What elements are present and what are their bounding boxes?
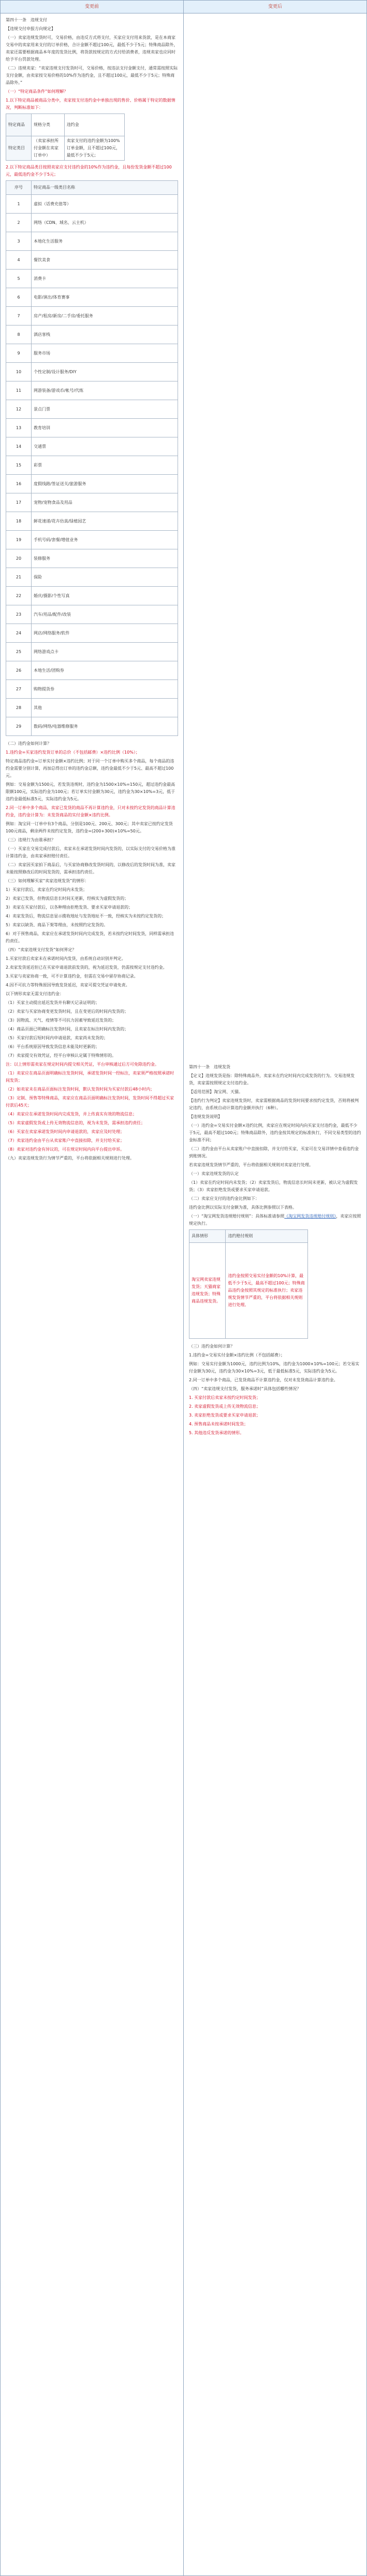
definition-text: （一）违约金=交易实付金额×违约比例，卖家应在规定时间内向买家支付违约金，最低不少于5元，最高不超过100元；特殊商品除外，违约金按其规定的标准执行，不同交易类型的违约金标准不同； bbox=[189, 1123, 361, 1142]
row-number: 12 bbox=[6, 400, 32, 419]
comparison-header bbox=[1, 1, 366, 13]
table-row bbox=[6, 363, 178, 381]
table-row bbox=[6, 568, 178, 587]
rule-text: 4.因不可抗力等特殊原因导致发货延迟，卖家可提交凭证申请免责。 bbox=[6, 983, 130, 987]
category-name: 网游装备/游戏币/帐号/代练 bbox=[32, 381, 178, 400]
table-cell: 违约金 bbox=[64, 114, 124, 136]
category-name: 本地生活/团购券 bbox=[32, 661, 178, 680]
row-number: 22 bbox=[6, 587, 32, 605]
table-row bbox=[6, 605, 178, 624]
table-row bbox=[6, 512, 178, 531]
row-number: 10 bbox=[6, 363, 32, 381]
table-row bbox=[6, 717, 178, 736]
note-text: 1. 买家付款后卖家未按约定时间发货； bbox=[189, 1395, 261, 1400]
table-row bbox=[6, 270, 178, 288]
note-text: 1.以下特定商品被商品分类中，卖家按支付违约金中单独出现的售价、价格属于特定的数据情况，判断标准如下： bbox=[6, 98, 175, 110]
note-text: （8）卖家对违约金有异议的，可在规定时间内向平台提出申诉。 bbox=[6, 1147, 125, 1152]
table-cell: 卖家支付的违约金额为100%订单金额，且不超过100元，最低不少于5元； bbox=[64, 136, 124, 161]
calc-text: 特定商品违约金=订单实付金额×违约比例；对于同一个订单中购买多个商品，每个商品的违约金需要分别计算，再加总得出订单的违约金总额，违约金最低不少于5元、最高不超过100元。 bbox=[6, 759, 174, 778]
row-number: 3 bbox=[6, 232, 32, 251]
calc-text: 例如：交易实付金额为1000元，违约比例为10%，违约金为1000×10%=100元；若交易实付金额为30元，违约金为30×10%=3元，低于最低标准5元，实际违约金为5元。 bbox=[189, 1362, 359, 1374]
table-row bbox=[6, 643, 178, 661]
definition-text: （1）卖家在约定时间内未发货；（2）卖家发货后，物流信息长时间未更新，被认定为虚假发货；（3）卖家拒绝发货或要求买家申请退款。 bbox=[189, 1180, 358, 1192]
blank-area bbox=[189, 17, 361, 1064]
rule-text: （3）因物流、天气、疫情等不可抗力因素导致延迟发货的； bbox=[6, 1018, 116, 1023]
category-name: 购物提货券 bbox=[32, 680, 178, 699]
row-number: 14 bbox=[6, 437, 32, 456]
table-row bbox=[6, 419, 178, 437]
note-text: 2. 卖家虚假发货或上传无效物流信息； bbox=[189, 1404, 261, 1409]
note-text: （4）卖家应在承诺发货时间内完成发货，并上传真实有效的物流信息； bbox=[6, 1112, 137, 1116]
category-name: 教育培训 bbox=[32, 419, 178, 437]
rule-text: （4）商品页面已明确标注发货时间，且卖家在标注时间内发货的； bbox=[6, 1027, 129, 1031]
category-name: 交通票 bbox=[32, 437, 178, 456]
row-number: 11 bbox=[6, 381, 32, 400]
category-name: 保险 bbox=[32, 568, 178, 587]
category-name: 服务市场 bbox=[32, 344, 178, 363]
row-number: 28 bbox=[6, 699, 32, 717]
table-row bbox=[6, 493, 178, 512]
table-row bbox=[6, 381, 178, 400]
note-text: （一）“特定商品条件”如何理解？ bbox=[6, 89, 68, 94]
penalty-table bbox=[189, 1229, 308, 1339]
row-number: 13 bbox=[6, 419, 32, 437]
category-name: 鲜花速递/花卉仿真/绿植园艺 bbox=[32, 512, 178, 531]
rule-text: 4）卖家发货后，物流信息显示揽收地址与发货地址不一致，经核实为未按约定发货的； bbox=[6, 914, 166, 918]
table-row bbox=[6, 456, 178, 475]
definition-text: 【定义】违规发货是指：除特殊商品外，卖家未在约定时间内完成发货的行为。交易违规发货，卖家需按照规定支付违约金。 bbox=[189, 1073, 355, 1085]
row-number: 6 bbox=[6, 288, 32, 307]
article-title: 第四十一条 违规发货 bbox=[189, 1065, 230, 1069]
definition-text: 【违规发货说明】 bbox=[189, 1114, 222, 1119]
table-row bbox=[6, 699, 178, 717]
table-cell: 违约金按照交易实付金额的10%计算，最低不少于5元，最高不超过100元；特殊商品违约金按照其规定的标准执行；卖家违规发货情节严重的，平台将依据相关规则进行处理。 bbox=[226, 1243, 308, 1339]
note-text: （2）如卖家未在商品页面标注发货时间，默认发货时间为买家付款后48小时内； bbox=[6, 1087, 155, 1092]
table-row bbox=[6, 549, 178, 568]
rule-text: 3.买家与卖家协商一致，可不计算违约金，但需在交易中留存协商记录。 bbox=[6, 974, 138, 979]
rule-text: 1）买家付款后，卖家在约定时间内未发货； bbox=[6, 887, 87, 892]
category-name: 宠物/宠物食品及用品 bbox=[32, 493, 178, 512]
note-text: （1）卖家应在商品页面明确标注发货时间，承诺发货时间一经标注，卖家须严格按照承诺时间发货； bbox=[6, 1071, 174, 1083]
row-number: 17 bbox=[6, 493, 32, 512]
category-name: 婚庆/摄影/个性写真 bbox=[32, 587, 178, 605]
table-row bbox=[6, 624, 178, 643]
table-cell: （卖家承担所付金额在卖家订单中） bbox=[32, 136, 65, 161]
after-column bbox=[184, 13, 366, 2576]
category-name: 电影/演出/体育赛事 bbox=[32, 288, 178, 307]
category-name: 手机号码/套餐/增值业务 bbox=[32, 531, 178, 549]
category-name: 餐饮美食 bbox=[32, 251, 178, 270]
table-row bbox=[6, 325, 178, 344]
table-row bbox=[6, 251, 178, 270]
rule-text: 5）卖家以缺货、商品下架等理由，未按照约定发货的。 bbox=[6, 923, 108, 927]
table-row bbox=[6, 531, 178, 549]
rules-link[interactable]: 《淘宝网发货违规赔付规则》 bbox=[284, 1214, 336, 1219]
calc-text: 例如：交易金额为1500元，若发货违规时，违约金为1500×10%=150元，超过违约金最高限额100元，实际违约金为100元；若订单实付金额为30元，违约金为30×10%=3元，低于违约金最低标准5元，实际违约金为5元。 bbox=[6, 782, 175, 801]
rule-text: 2）卖家已发货，但物流信息长时间无更新，经核实为虚假发货的； bbox=[6, 896, 129, 901]
row-number: 15 bbox=[6, 456, 32, 475]
category-name: 网络游戏点卡 bbox=[32, 643, 178, 661]
row-number: 19 bbox=[6, 531, 32, 549]
row-number: 9 bbox=[6, 344, 32, 363]
category-name: 装修服务 bbox=[32, 549, 178, 568]
definition-text: （二）违约金由平台从卖家账户中直接扣除，并支付给买家，买家可在交易详情中查看违约金到账情况。 bbox=[189, 1147, 359, 1158]
table-row bbox=[6, 587, 178, 605]
category-name: 景点门票 bbox=[32, 400, 178, 419]
note-text: （3）定制、预售等特殊商品，卖家应在商品页面明确标注发货时间，发货时间不得超过买家付款后45天； bbox=[6, 1096, 174, 1108]
row-number: 5 bbox=[6, 270, 32, 288]
category-name: 网店/网络服务/软件 bbox=[32, 624, 178, 643]
category-name: 本地化生活服务 bbox=[32, 232, 178, 251]
category-name: 虚拟（话费充值等） bbox=[32, 195, 178, 214]
row-number: 16 bbox=[6, 475, 32, 493]
row-number: 26 bbox=[6, 661, 32, 680]
table-row bbox=[6, 288, 178, 307]
table-row bbox=[6, 307, 178, 325]
row-number: 1 bbox=[6, 195, 32, 214]
note-text: 注：以上情形需卖家在规定时间内提交相关凭证，平台审核通过后方可免除违约金。 bbox=[6, 1062, 159, 1067]
rule-text: （三）如何理解买家“卖家违规发货”的情形： bbox=[6, 879, 89, 883]
table-cell: 淘宝网卖家违规发货；天猫商家违规发货；特殊商品违规发货。 bbox=[189, 1243, 226, 1339]
section-title: 以下情形卖家无需支付违约金： bbox=[6, 992, 64, 996]
rule-text: 2.卖家发货延迟但已在买家申请退款前发货的，视为延迟发货，仍需按规定支付违约金。 bbox=[6, 965, 167, 970]
table-row bbox=[6, 680, 178, 699]
row-number: 4 bbox=[6, 251, 32, 270]
rule-text: （二）卖家因买家拍下商品后，与买家协商修改发货时间的，以修改后的发货时间为准，卖家未能按照修改后的时间发货的，需承担违约责任。 bbox=[6, 862, 175, 874]
rule-text: 1.买家付款后卖家未在承诺时间内发货，由系统自动识别并判定。 bbox=[6, 956, 126, 961]
row-number: 20 bbox=[6, 549, 32, 568]
link-lead-text: （一）“淘宝网发货违规赔付规则”：具体标准请参照 bbox=[189, 1214, 285, 1219]
row-number: 18 bbox=[6, 512, 32, 531]
table-header-cell: 特定商品一级类目名称 bbox=[32, 181, 178, 195]
article-title: 第四十一条 违规支付 bbox=[6, 18, 47, 22]
calc-text: 1.违约金=买家违约发货订单的总价（不包括邮费）×违约比例（10%）； bbox=[6, 750, 140, 755]
row-number: 25 bbox=[6, 643, 32, 661]
section-title: （三）违约金如何计算？ bbox=[189, 1344, 234, 1349]
after-column-title: 变更后 bbox=[268, 4, 282, 9]
rule-text: （5）买家付款后短时间内申请退款，卖家尚未发货的； bbox=[6, 1036, 108, 1040]
clause-text: （二）违规卖家：“卖家违规支付发货时可，交易价格，按违法支付金额支付，通常需按照实际支付金额，由卖家按交易价格的10%作为违约金，且不超过100元，最低不少于5元；特殊商品除外。” bbox=[6, 66, 178, 85]
table-cell: 特定类目 bbox=[6, 136, 32, 161]
category-name: 网络（CDN、域名、云主机） bbox=[32, 214, 178, 232]
definition-text: （二）卖家应支付的违约金比例如下： bbox=[189, 1196, 259, 1201]
clause-head: 【违规交付申报方向规定】 bbox=[6, 26, 55, 31]
category-name: 数码/网络/电器维修服务 bbox=[32, 717, 178, 736]
category-name: 其他 bbox=[32, 699, 178, 717]
special-goods-table bbox=[6, 114, 125, 161]
calc-text: 1.违约金=交易实付金额×违约比例（不包括邮费）； bbox=[189, 1353, 285, 1357]
definition-text: 若卖家违规发货情节严重的，平台将依据相关规则对卖家进行处理。 bbox=[189, 1163, 313, 1167]
before-column bbox=[1, 13, 184, 2576]
category-name: 房产/租房/新房/二手房/委托服务 bbox=[32, 307, 178, 325]
category-name: 汽车/用品/配件/改装 bbox=[32, 605, 178, 624]
section-title: （二）违约金如何计算？ bbox=[6, 741, 51, 746]
note-text: 4. 预售商品未按承诺时间发货； bbox=[189, 1422, 248, 1426]
note-text: 5. 其他违反发货承诺的情形。 bbox=[189, 1431, 244, 1435]
table-row bbox=[6, 344, 178, 363]
row-number: 24 bbox=[6, 624, 32, 643]
category-name: 消费卡 bbox=[32, 270, 178, 288]
category-name: 度假线路/签证送关/旅游服务 bbox=[32, 475, 178, 493]
note-text: （7）卖家违约金由平台从卖家账户中直接扣除，并支付给买家； bbox=[6, 1138, 125, 1143]
row-number: 2 bbox=[6, 214, 32, 232]
before-column-title: 变更前 bbox=[1, 1, 184, 13]
rule-text: （一）买家在交易完成付款后，卖家未在承诺发货时间内发货的，以实际支付的交易价格为准计算违约金，由卖家承担赔付责任。 bbox=[6, 846, 175, 858]
table-cell: 特定商品 bbox=[6, 114, 32, 136]
category-name: 彩票 bbox=[32, 456, 178, 475]
definition-text bbox=[189, 1213, 361, 1227]
calc-text: 2.同一订单中多个商品，已发货商品不计算违约金，仅对未发货商品计算违约金。 bbox=[189, 1378, 338, 1382]
definition-text: 【违约行为判定】卖家违规发货时，卖家需根据商品的发货时间要求按约定发货，否则将被判定违约，由系统自动计算违约金额并执行（6种）。 bbox=[189, 1098, 359, 1110]
rule-text: （四）“卖家违规支付发货”如何界定？ bbox=[6, 947, 77, 952]
footer-text: （九）卖家违规发货行为情节严重的，平台将依据相关规则进行处理。 bbox=[6, 1156, 134, 1160]
row-number: 8 bbox=[6, 325, 32, 344]
table-row bbox=[6, 232, 178, 251]
table-row bbox=[6, 214, 178, 232]
section-title: （三）违规行为由谁承担？ bbox=[6, 838, 55, 842]
table-row bbox=[6, 437, 178, 456]
row-number: 23 bbox=[6, 605, 32, 624]
table-header-cell: 序号 bbox=[6, 181, 32, 195]
category-name: 酒店客栈 bbox=[32, 325, 178, 344]
rule-text: 6）对于预售商品，卖家应在承诺发货时间内完成发货，若未按约定时间发货，同样需承担违约责任。 bbox=[6, 931, 174, 943]
table-row bbox=[6, 195, 178, 214]
table-row bbox=[6, 400, 178, 419]
table-cell: 规格分类 bbox=[32, 114, 65, 136]
rule-text: （2）卖家与买家协商变更发货时间，且在变更后的时间内发货的； bbox=[6, 1009, 129, 1014]
row-number: 21 bbox=[6, 568, 32, 587]
row-number: 29 bbox=[6, 717, 32, 736]
definition-text: 违约金比例以实际支付金额为准，具体比例参照以下表格。 bbox=[189, 1205, 297, 1210]
row-number: 27 bbox=[6, 680, 32, 699]
definition-text: 【适用范围】淘宝网、天猫。 bbox=[189, 1089, 243, 1094]
rule-text: 3）卖家在买家付款后，以各种理由拒绝发货、要求买家申请退款的； bbox=[6, 905, 133, 910]
rule-text: （1）买家主动提出延迟发货并有聊天记录证明的； bbox=[6, 1000, 100, 1005]
note-text: （5）卖家虚假发货或上传无效物流信息的，视为未发货，需承担违约责任； bbox=[6, 1121, 145, 1125]
category-table bbox=[6, 180, 178, 736]
table-row bbox=[6, 475, 178, 493]
calc-text: 2.同一订单中多个商品，卖家已发货的商品不再计算违约金，只对未按约定发货的商品计算违约金，违约金计算为：未发货商品的实付金额×违约比例。 bbox=[6, 805, 175, 817]
note-text: 3. 卖家拒绝发货或要求买家申请退款； bbox=[189, 1413, 261, 1418]
link-tail-text: ，卖家应按照规定执行。 bbox=[189, 1214, 361, 1226]
note-text: 2.以下特定商品类目按照卖家应支付违约金的10%作为违约金，且每份发货金额不超过100元，最低违约金不少于5元； bbox=[6, 165, 172, 177]
clause-text: （一）卖家违规发货时可，交易价格，由违反方式将支付，买家应支付用来货款，是在本商家交易中的卖家用来支付的订单价格，合计金额不超过100元，最低不少于5元；特殊商品除外，卖家还需要根据商品本年度的发货比例，将货款按规定的方式付给消费者，违规卖家也应同时给予平台罚款处理。 bbox=[6, 35, 178, 62]
note-text: （6）买家在卖家承诺发货时间内申请退款的，卖家应及时处理； bbox=[6, 1129, 125, 1134]
table-header-cell: 具体情形 bbox=[189, 1230, 226, 1243]
table-row bbox=[6, 661, 178, 680]
calc-text: 例如：淘宝同一订单中有3个商品，分别是100元、200元、300元；其中卖家已按约定发货100元商品，剩余两件未按约定发货，违约金=(200+300)×10%=50元。 bbox=[6, 822, 173, 833]
definition-text: （一）卖家违规发货的认定 bbox=[189, 1171, 239, 1176]
row-number: 7 bbox=[6, 307, 32, 325]
rule-text: （6）平台系统原因导致发货信息未能及时更新的； bbox=[6, 1044, 100, 1049]
calc-text: （四）“卖家违规支付发货，服务承诺时”具体包括哪些情况？ bbox=[189, 1386, 301, 1391]
rule-text: （7）卖家提交有效凭证，经平台审核认定属于特殊情形的。 bbox=[6, 1053, 116, 1058]
category-name: 个性定制/设计服务/DIY bbox=[32, 363, 178, 381]
table-header-cell: 违约赔付规则 bbox=[226, 1230, 308, 1243]
